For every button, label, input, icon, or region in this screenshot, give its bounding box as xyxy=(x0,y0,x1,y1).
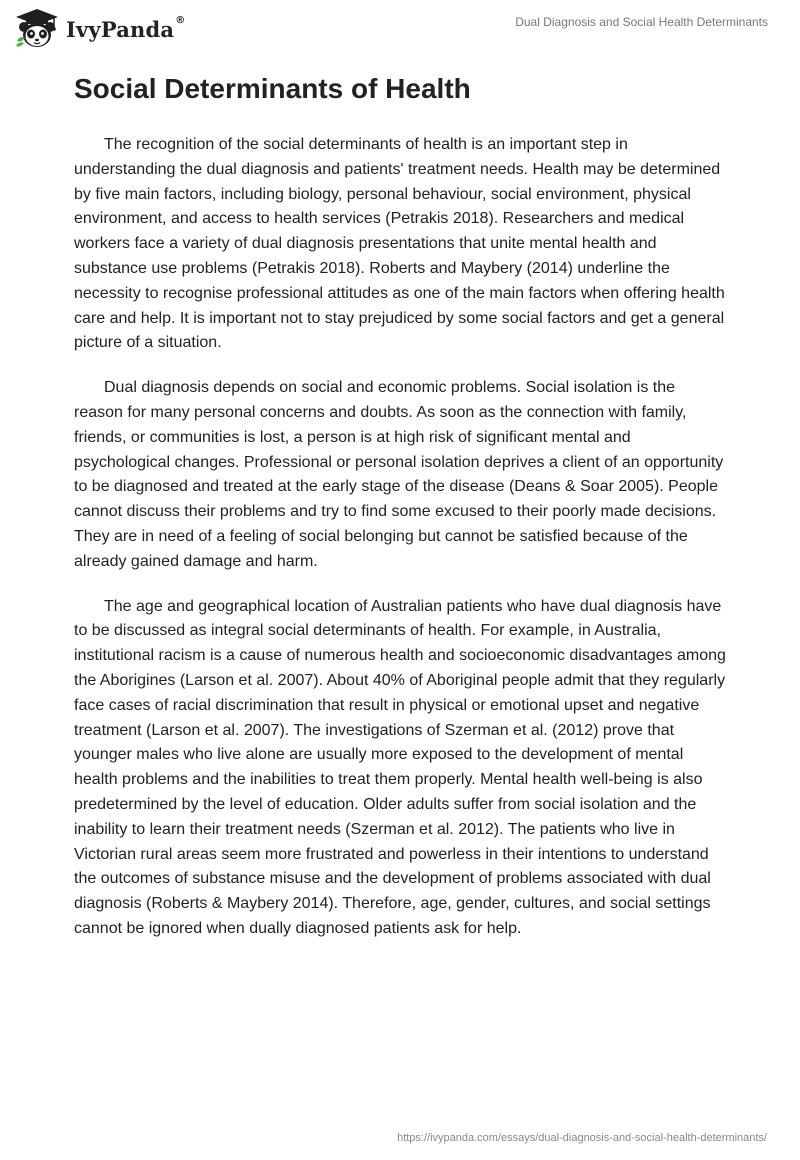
article-body xyxy=(74,133,728,962)
document-title: Dual Diagnosis and Social Health Determinants xyxy=(515,15,768,29)
source-url[interactable]: https://ivypanda.com/essays/dual-diagnosis-and-social-health-determinants/ xyxy=(397,1132,767,1144)
paragraph: The recognition of the social determinants of health is an important step in understanding the dual diagnosis and patients' treatment needs. Health may be determined by five main factors, including biology, personal behaviour, social environment, physical environment, and access to health services (Petrakis 2018). Researchers and medical workers face a variety of dual diagnosis presentations that unite mental health and substance use problems (Petrakis 2018). Roberts and Maybery (2014) underline the necessity to recognise professional attitudes as one of the main factors when offering health care and help. It is important not to stay prejudiced by some social factors and get a general picture of a situation. xyxy=(74,136,725,352)
registered-mark: ® xyxy=(175,14,186,26)
paragraph: The age and geographical location of Australian patients who have dual diagnosis have to be discussed as integral social determinants of health. For example, in Australia, institutional racism is a cause of numerous health and socioeconomic disadvantages among the Aborigines (Larson et al. 2007). About 40% of Aboriginal people admit that they regularly face cases of racial discrimination that result in physical or emotional upset and negative treatment (Larson et al. 2007). The investigations of Szerman et al. (2012) prove that younger males who live alone are usually more exposed to the development of mental health problems and the inabilities to treat them properly. Mental health well-being is also predetermined by the level of education. Older adults suffer from social isolation and the inability to learn their treatment needs (Szerman et al. 2012). The patients who live in Victorian rural areas seem more frustrated and powerless in their intentions to understand the outcomes of substance misuse and the development of problems associated with dual diagnosis (Roberts & Maybery 2014). Therefore, age, gender, cultures, and social settings cannot be ignored when dually diagnosed patients ask for help. xyxy=(74,597,726,937)
logo[interactable] xyxy=(14,8,185,50)
logo-text xyxy=(66,14,186,42)
page-header xyxy=(0,0,800,60)
panda-graduate-icon xyxy=(14,8,60,50)
logo-wordmark: IvyPanda xyxy=(66,16,175,42)
page-title: Social Determinants of Health xyxy=(74,73,471,104)
paragraph: Dual diagnosis depends on social and economic problems. Social isolation is the reason for many personal concerns and doubts. As soon as the connection with family, friends, or communities is lost, a person is at high risk of significant mental and psychological changes. Professional or personal isolation deprives a client of an opportunity to be diagnosed and treated at the early stage of the disease (Deans & Soar 2005). People cannot discuss their problems and try to find some excused to their poorly made decisions. They are in need of a feeling of social belonging but cannot be satisfied because of the already gained damage and harm. xyxy=(74,379,724,570)
